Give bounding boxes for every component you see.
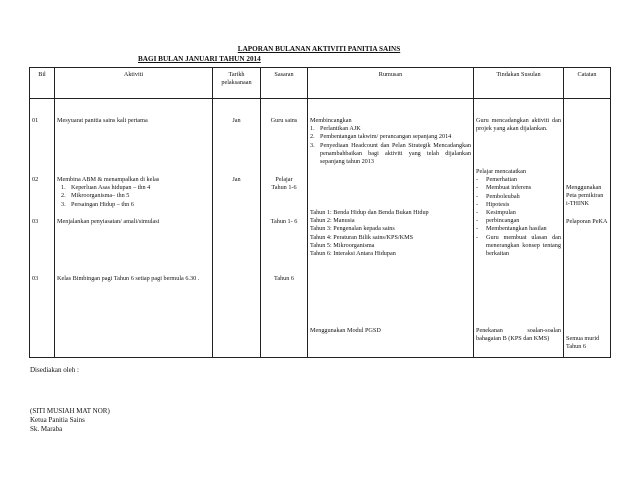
bil-1: 01 bbox=[32, 117, 39, 124]
header-aktiviti: Aktiviti bbox=[55, 68, 213, 99]
header-tarikh: Tarikh pelaksanaan bbox=[213, 68, 261, 99]
tindakan-2-intro: Pelajar mencatatkan bbox=[476, 168, 526, 175]
sasaran-5: Tahun 6 bbox=[273, 275, 294, 282]
header-tindakan: Tindakan Susulan bbox=[474, 68, 564, 99]
list-item: - Pemerhatian bbox=[476, 176, 517, 184]
header-catatan: Catatan bbox=[564, 68, 611, 99]
report-subtitle: BAGI BULAN JANUARI TAHUN 2014 bbox=[138, 55, 261, 63]
rumusan-modul: Menggunakan Modul PGSD bbox=[310, 327, 381, 334]
table-row bbox=[30, 99, 611, 358]
prepared-by-label: Disediakan oleh : bbox=[30, 366, 79, 374]
signatory-name: (SITI MUSIAH MAT NOR) bbox=[30, 407, 110, 415]
rumusan-tahun-6: Tahun 6: Interaksi Antara Hidupan bbox=[310, 250, 396, 258]
list-item: - Hipotesis bbox=[476, 200, 510, 208]
rumusan-tahun-5: Tahun 5: Mikroorganisma bbox=[310, 241, 375, 249]
school-name: Sk. Maraba bbox=[30, 425, 63, 433]
header-rumusan: Rumusan bbox=[308, 68, 474, 99]
list-item: 2. Mikroorganisma– thn 5 bbox=[61, 192, 130, 200]
catatan-1: Menggunakan Peta pemikiran i-THINK bbox=[566, 184, 604, 208]
tindakan-cell bbox=[474, 99, 564, 358]
aktiviti-2-title: Membina ABM & menampalkan di kelas bbox=[57, 176, 160, 183]
header-sasaran: Sasaran bbox=[261, 68, 308, 99]
report-table bbox=[29, 67, 611, 358]
list-item: 1. Keperluan Asas hidupan – thn 4 bbox=[61, 184, 151, 192]
catatan-cell bbox=[564, 99, 611, 358]
tindakan-list bbox=[476, 176, 561, 258]
rumusan-tahun-1: Tahun 1: Benda Hidup dan Benda Bukan Hidup bbox=[310, 209, 429, 216]
list-item: - Pemboleubah bbox=[476, 192, 520, 200]
aktiviti-1: Mesyuarat panitia sains kali pertama bbox=[57, 117, 148, 124]
aktiviti-3: Menjalankan penyiasatan/ amali/simulasi bbox=[57, 218, 160, 225]
sasaran-1: Guru sains bbox=[270, 117, 298, 124]
catatan-3: Semua murid Tahun 6 bbox=[566, 335, 600, 351]
list-item: - Membuat inferens bbox=[476, 184, 532, 192]
rumusan-1 bbox=[310, 117, 471, 166]
list-item: 3. Persaingan Hidup – thn 6 bbox=[61, 200, 134, 208]
list-item: 1. Perlantikan AJK bbox=[310, 125, 361, 133]
tarikh-2: Jan bbox=[232, 176, 241, 183]
sasaran-4: Tahun 1- 6 bbox=[270, 218, 298, 225]
header-bil: Bil bbox=[30, 68, 55, 99]
sasaran-3: Tahun 1-6 bbox=[271, 184, 297, 191]
signatory-role: Ketua Panitia Sains bbox=[30, 416, 85, 424]
list-item: - Membentangkan hasilan bbox=[476, 225, 547, 233]
tindakan-3: Penekanan soalan-soalan bahagaian B (KPS dan KMS) bbox=[476, 327, 561, 343]
tindakan-2 bbox=[476, 168, 561, 258]
rumusan-list bbox=[310, 125, 471, 166]
list-item: - perbincangan bbox=[476, 217, 520, 225]
catatan-2: Pelaporan PeKA bbox=[566, 218, 608, 225]
list-item: - Guru membuat ulasan dan menerangkan konsep tentang berkaitan bbox=[476, 233, 561, 258]
list-item: 2. Pembentangan takwim/ perancangan sepanjang 2014 bbox=[310, 133, 452, 141]
rumusan-cell bbox=[308, 99, 474, 358]
bil-4: 03 bbox=[32, 275, 39, 282]
list-item: 3. Penyediaan Headcount dan Pelan Strategik Mencadangkan penambahbaikan bagi aktiviti yang telah dijalankan sepanjang tahun 2013 bbox=[310, 141, 471, 166]
aktiviti-4: Kelas Bimbingan pagi Tahun 6 setiap pagi bermula 6.30 . bbox=[57, 275, 200, 282]
rumusan-tahun-2: Tahun 2: Manusia bbox=[310, 217, 355, 225]
sasaran-2: Pelajar bbox=[275, 176, 293, 183]
rumusan-intro: Membincangkan bbox=[310, 117, 352, 124]
sasaran-cell bbox=[261, 99, 308, 358]
tindakan-1: Guru mencadangkan aktiviti dan projek yang akan dijalankan. bbox=[476, 117, 561, 133]
table-header-row bbox=[30, 68, 611, 99]
aktiviti-2 bbox=[57, 176, 210, 209]
list-item: - Kesimpulan bbox=[476, 209, 516, 217]
aktiviti-2-list bbox=[57, 184, 210, 209]
tarikh-1: Jan bbox=[232, 117, 241, 124]
aktiviti-cell bbox=[55, 99, 213, 358]
bil-2: 02 bbox=[32, 176, 39, 183]
bil-3: 03 bbox=[32, 218, 39, 225]
bil-cell bbox=[30, 99, 55, 358]
rumusan-tahun-3: Tahun 3: Pengenalan kepada sains bbox=[310, 225, 395, 233]
rumusan-tahun bbox=[310, 209, 471, 258]
report-title: LAPORAN BULANAN AKTIVITI PANITIA SAINS bbox=[237, 45, 401, 53]
tarikh-cell bbox=[213, 99, 261, 358]
rumusan-tahun-4: Tahun 4: Peraturan Bilik sains/KPS/KMS bbox=[310, 233, 414, 241]
